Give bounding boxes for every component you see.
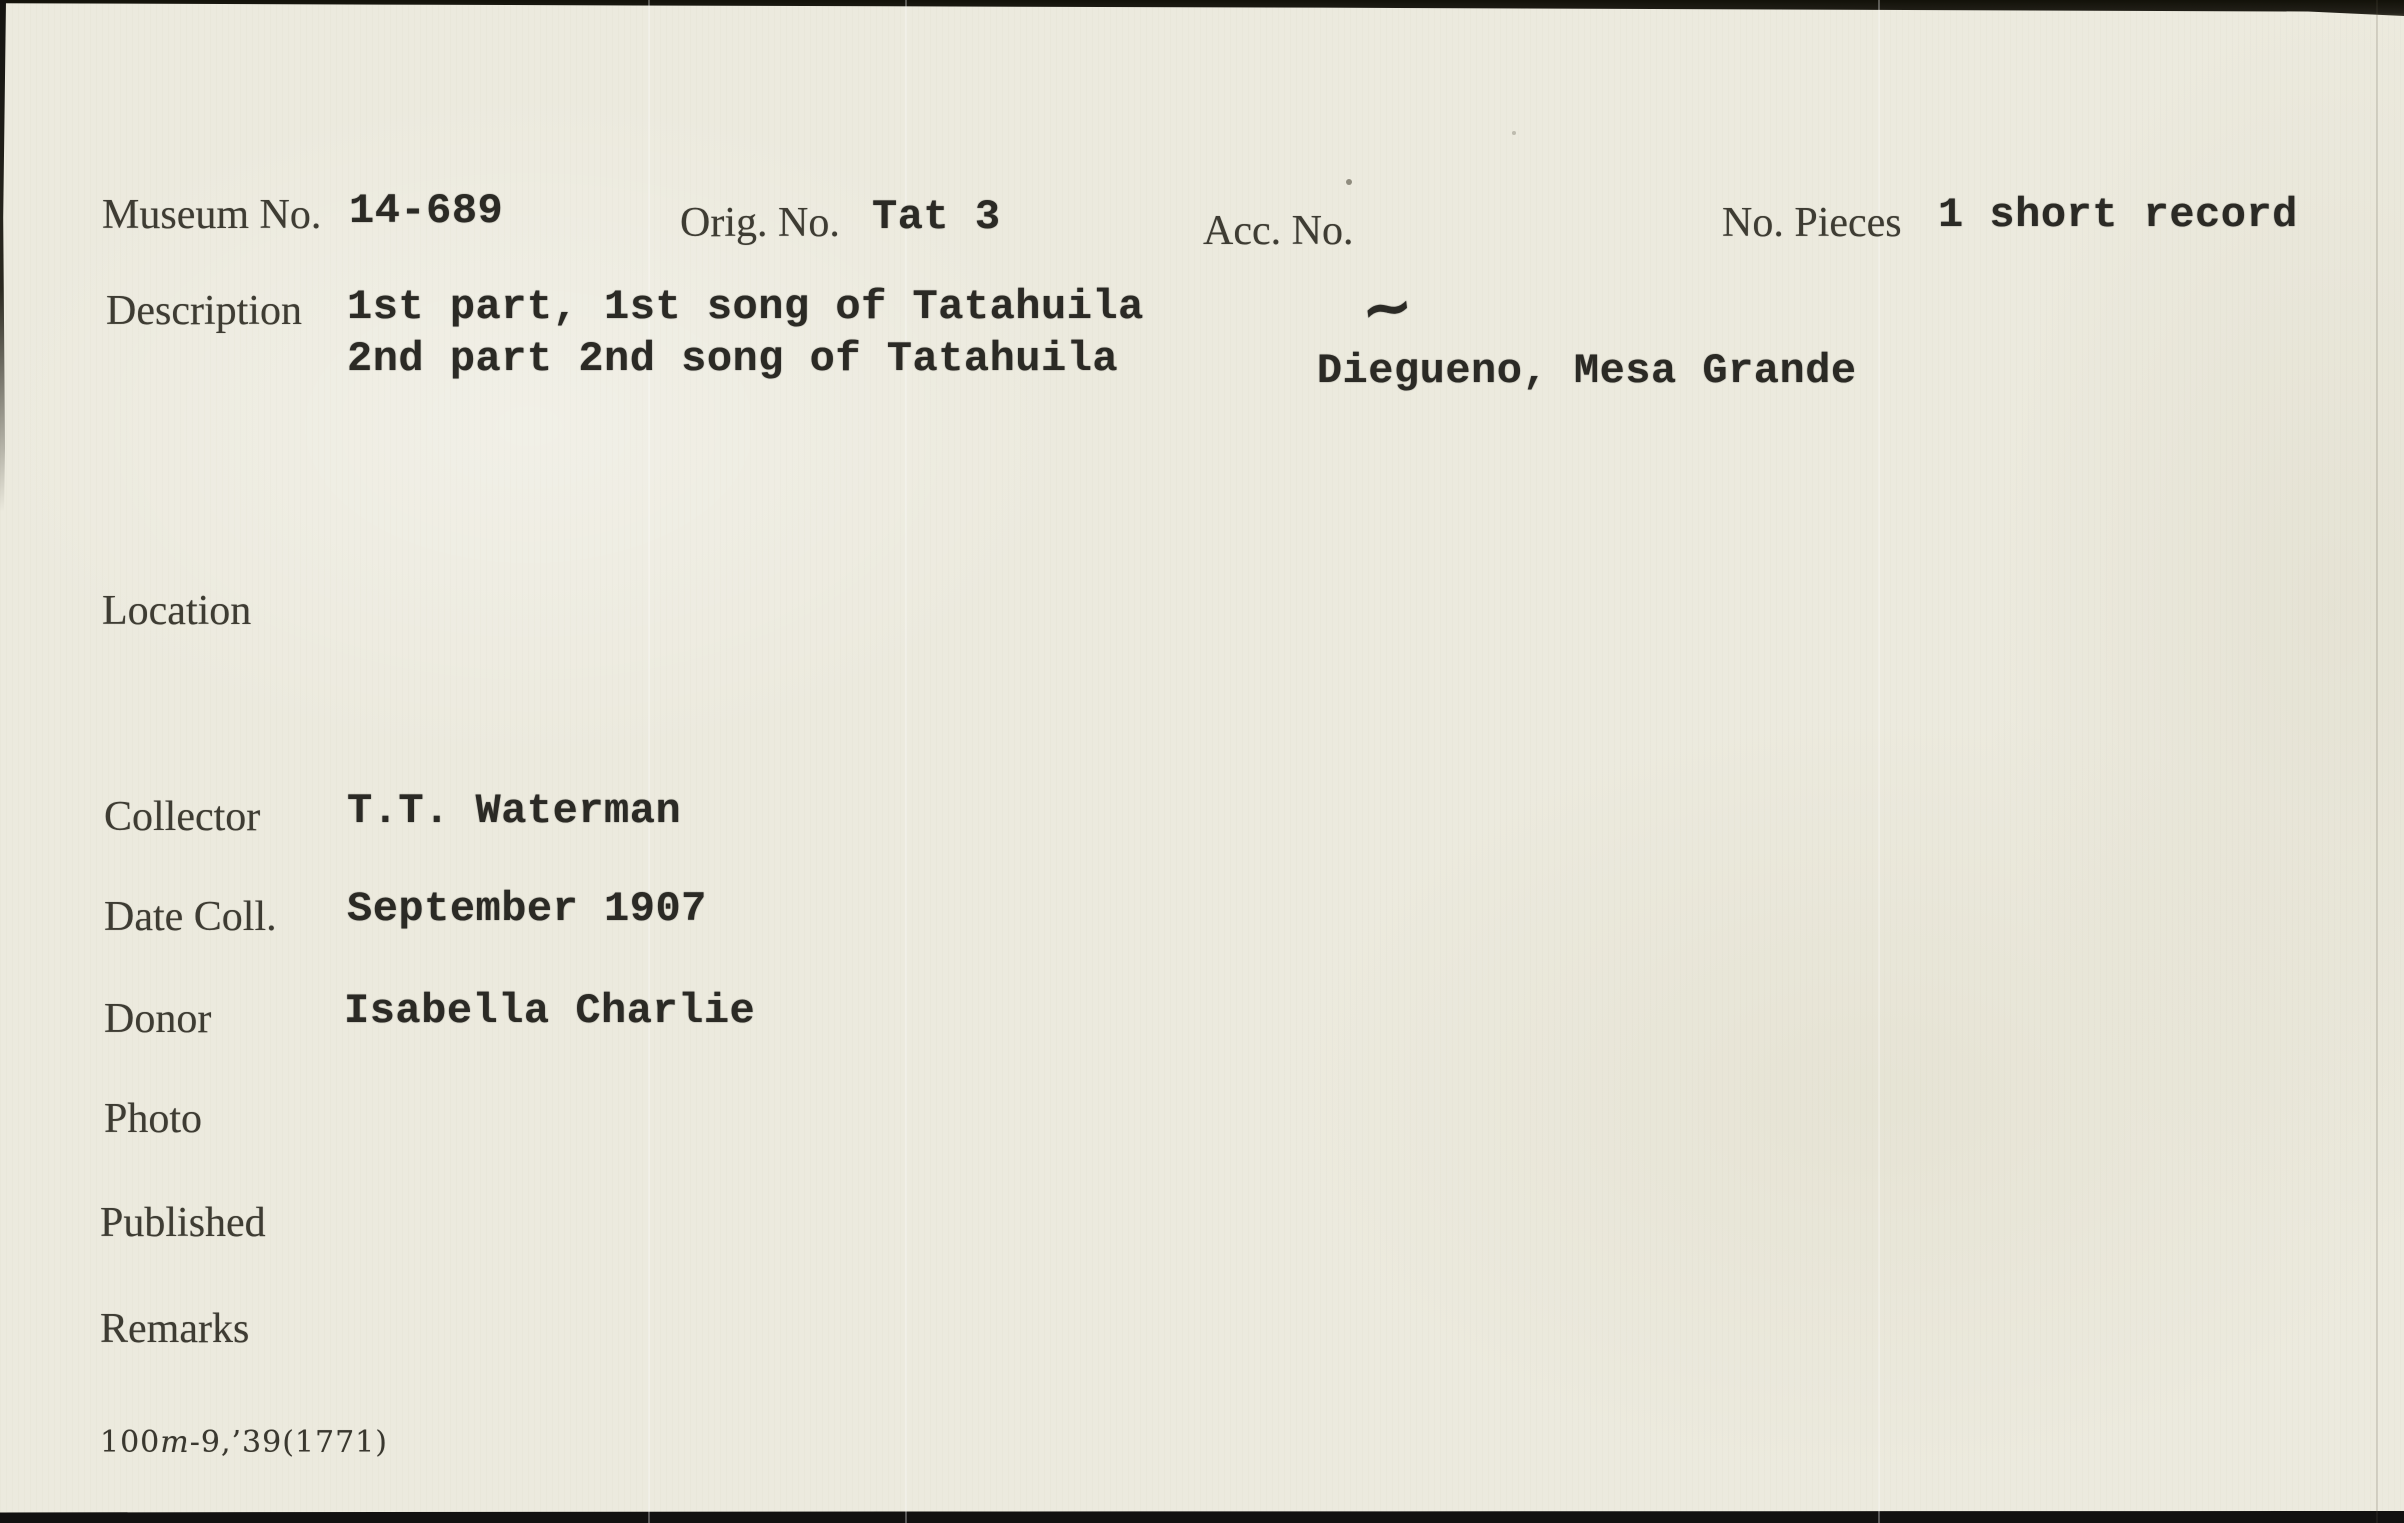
paper-speck (1346, 179, 1352, 185)
published-label: Published (100, 1200, 266, 1246)
paper-streak (648, 0, 650, 1523)
description-label: Description (106, 288, 302, 334)
orig-no-label: Orig. No. (680, 200, 840, 246)
collector-value: T.T. Waterman (347, 787, 682, 835)
no-pieces-value: 1 short record (1938, 191, 2298, 239)
scan-edge-right (2376, 0, 2378, 1523)
print-code-suffix: -9,’39(1771) (189, 1425, 388, 1460)
paper-speck (1512, 131, 1516, 135)
date-coll-label: Date Coll. (104, 894, 277, 940)
orig-no-value: Tat 3 (872, 193, 1001, 241)
print-code (100, 1425, 388, 1460)
handwritten-tilde-mark: ~ (1356, 270, 1419, 346)
museum-no-label: Museum No. (102, 192, 322, 238)
description-line1: 1st part, 1st song of Tatahuila (347, 283, 1144, 331)
donor-value: Isabella Charlie (344, 987, 756, 1035)
print-code-prefix: 100 (100, 1425, 161, 1460)
culture-typed-text: Diegueno, Mesa Grande (1316, 347, 1857, 395)
scan-edge-bottom (0, 1511, 2404, 1523)
date-coll-value: September 1907 (347, 885, 707, 933)
no-pieces-label: No. Pieces (1722, 200, 1902, 246)
donor-label: Donor (104, 996, 212, 1042)
location-label: Location (102, 588, 252, 634)
description-line2: 2nd part 2nd song of Tatahuila (347, 335, 1119, 383)
culture-value (1214, 270, 1857, 476)
photo-label: Photo (104, 1096, 203, 1142)
remarks-label: Remarks (100, 1306, 250, 1352)
scan-edge-top (0, 0, 2404, 16)
scan-edge-left (0, 0, 10, 640)
collector-label: Collector (104, 794, 261, 840)
print-code-italic-m: m (160, 1425, 190, 1460)
museum-no-value: 14-689 (349, 187, 504, 235)
acc-no-label: Acc. No. (1203, 208, 1354, 254)
